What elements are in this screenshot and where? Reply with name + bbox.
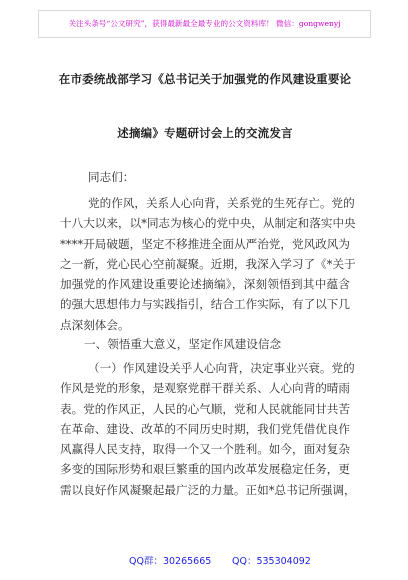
paragraph-line: 表。党的作风正，人民的心气顺，党和人民就能同甘共苦	[60, 401, 350, 416]
paragraph-line: ****开局破题，坚定不移推进全面从严治党，党风政风为	[60, 236, 350, 251]
document-title-line-1: 在市委统战部学习《总书记关于加强党的作风建设重要论	[58, 72, 352, 86]
footer-qq-group: QQ群：30265665	[129, 556, 212, 567]
promo-banner-text: 关注头条号“公文研究”，获得最新最全最专业的公文资料库！ 微信：gongwenyj	[68, 19, 341, 28]
section-heading: 一、领悟重大意义，坚定作风建设信念	[84, 337, 282, 351]
paragraph-line: 的强大思想伟力与实践指引，结合工作实际，有了以下几	[60, 297, 350, 312]
paragraph-intro	[60, 193, 356, 335]
promo-banner	[38, 10, 371, 38]
paragraph-line: 多变的国际形势和艰巨繁重的国内改革发展稳定任务，更	[60, 462, 350, 477]
paragraph-line: 需以良好作风凝聚起最广泛的力量。正如*总书记所强调，	[60, 482, 356, 497]
paragraph-line: 作风是党的形象，是观察党群干群关系、人心向背的晴雨	[60, 381, 350, 396]
salutation: 同志们：	[88, 170, 135, 184]
paragraph-line: 点深刻体会。	[60, 317, 130, 332]
paragraph-line: 风赢得人民支持，取得一个又一个胜利。如今，面对复杂	[60, 442, 350, 457]
footer-qq-contact: QQ：535304092	[232, 556, 311, 567]
paragraph-line: 十八大以来，以*同志为核心的党中央，从制定和落实中央	[60, 216, 356, 231]
paragraph-line: 党的作风，关系人心向背，关系党的生死存亡。党的	[88, 196, 355, 210]
paragraph-line: 在革命、建设、改革的不同历史时期，我们党凭借优良作	[60, 421, 350, 436]
paragraph-line: 之一新，党心民心空前凝聚。近期，我深入学习了《*关于	[60, 256, 356, 271]
paragraph-section-1	[60, 358, 356, 500]
paragraph-line: 加强党的作风建设重要论述摘编》，深刻领悟到其中蕴含	[60, 277, 350, 292]
paragraph-line: （一）作风建设关乎人心向背，决定事业兴衰。党的	[88, 361, 355, 375]
document-title-line-2: 述摘编》专题研讨会上的交流发言	[117, 126, 293, 140]
